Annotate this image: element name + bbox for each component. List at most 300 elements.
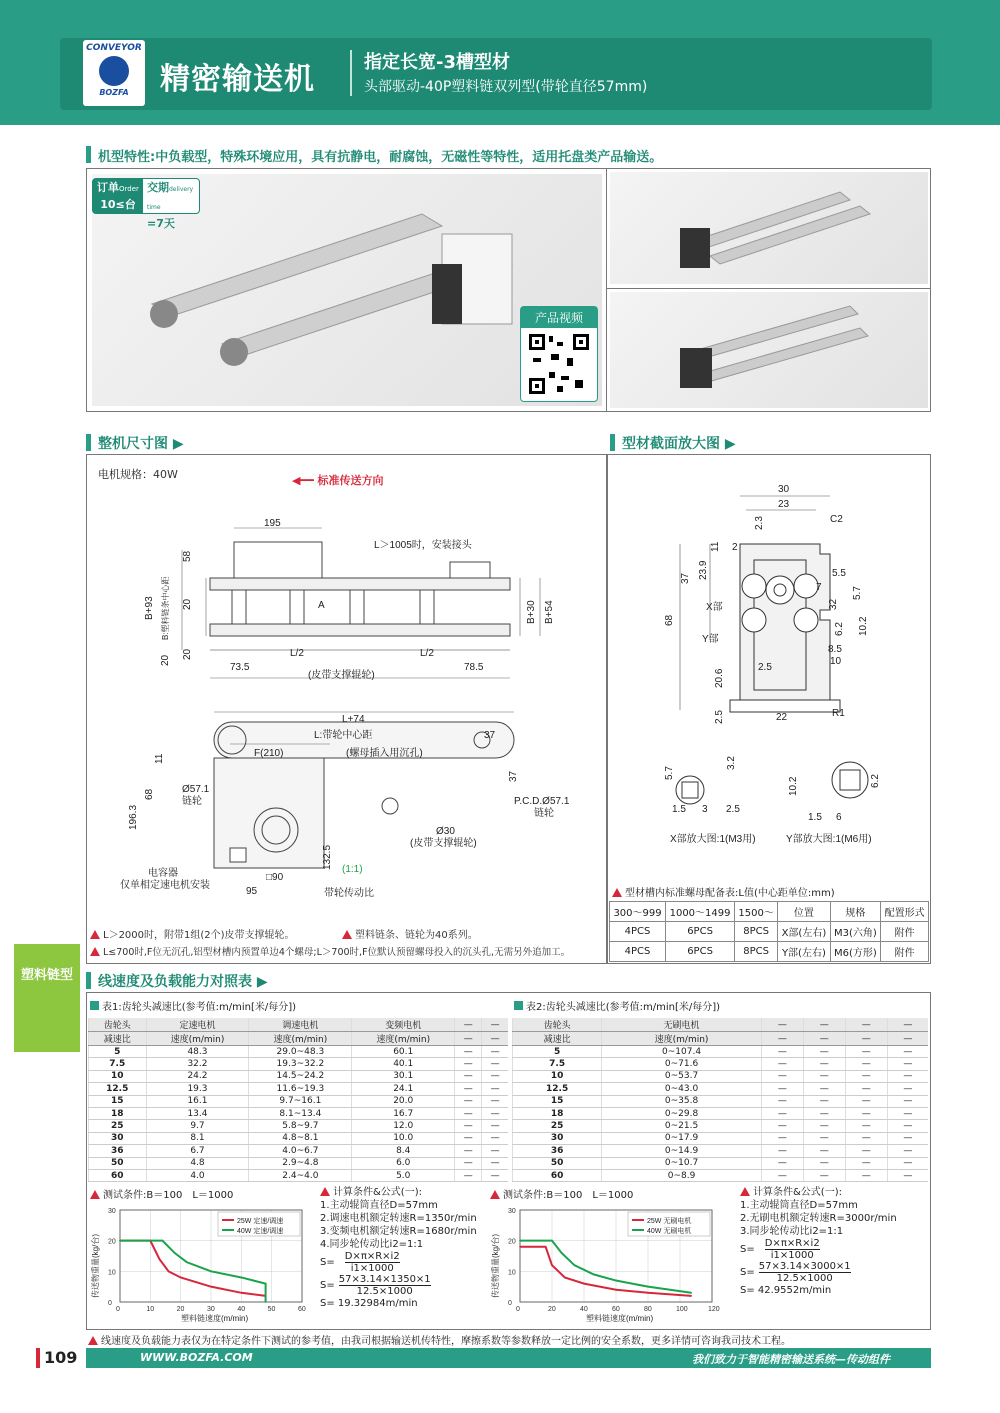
series-point xyxy=(551,1240,553,1242)
pr-c2: C2 xyxy=(830,514,843,525)
series-point xyxy=(210,1286,212,1288)
c1-calc xyxy=(320,1186,508,1310)
order-info xyxy=(93,179,143,213)
profile-title-text: 型材截面放大图 xyxy=(622,436,720,452)
table-cell: — xyxy=(845,1095,887,1107)
table-cell: 10.0 xyxy=(352,1132,455,1144)
table-cell: — xyxy=(455,1070,482,1082)
table-cell: 60 xyxy=(513,1169,602,1181)
c2-test-text: 测试条件:B＝100 L＝1000 xyxy=(503,1190,634,1201)
dim-37: 37 xyxy=(484,730,496,741)
table-cell: — xyxy=(887,1070,928,1082)
table-cell: 19.3 xyxy=(146,1083,249,1095)
y-tick-label: 0 xyxy=(508,1300,512,1307)
table-cell: — xyxy=(455,1107,482,1119)
table-cell: 30.1 xyxy=(352,1070,455,1082)
x-tick-label: 60 xyxy=(298,1306,306,1313)
formula-s: S= xyxy=(320,1280,335,1291)
pr-d7: 7 xyxy=(816,582,822,593)
warning-icon xyxy=(90,930,100,939)
table-cell: 14.5~24.2 xyxy=(249,1070,352,1082)
th: 1500～ xyxy=(735,902,778,922)
section-marker xyxy=(86,434,91,451)
y-tick-label: 10 xyxy=(508,1269,516,1277)
dim-20c: 20 xyxy=(182,648,193,660)
dim-11: 11 xyxy=(154,753,165,764)
t2-title-text: 表2:齿轮头减速比(参考值:m/min[米/每分]) xyxy=(526,1002,721,1013)
series-point xyxy=(180,1277,182,1279)
pr-d2-5b: 2.5 xyxy=(714,710,725,724)
y-axis-label: 传送物重量(kg/台) xyxy=(91,1234,100,1298)
warning-icon xyxy=(90,947,100,956)
table-cell: 18 xyxy=(89,1107,147,1119)
nut-table-title-text: 型材槽内标准螺母配备表:L值(中心距单位:mm) xyxy=(625,888,835,899)
x-tick-label: 60 xyxy=(612,1306,620,1313)
c1-calc-title: 计算条件&公式(一): xyxy=(333,1187,422,1198)
pr-x5-7: 5.7 xyxy=(664,766,675,780)
perf-footnote-text: 线速度及负载能力表仅为在特定条件下测试的参考值，由我司根据输送机传特性，摩擦系数等参数释放一定比例的安全系数，更多详情可咨询我司技术工程。 xyxy=(101,1336,791,1347)
c2-result: S= 42.9552m/min xyxy=(740,1285,832,1296)
c2-line: 2.无刷电机额定转速R=3000r/min xyxy=(740,1213,897,1224)
table-cell: — xyxy=(845,1157,887,1169)
legend-entry: 40W 无刷电机 xyxy=(647,1228,692,1235)
table-cell: — xyxy=(482,1157,508,1169)
c2-line: 1.主动辊筒直径D=57mm xyxy=(740,1200,858,1211)
dim-37b: 37 xyxy=(508,770,519,782)
formula-num: 57×3.14×3000×1 xyxy=(758,1261,851,1272)
series-point xyxy=(690,1295,692,1297)
table-cell: — xyxy=(455,1132,482,1144)
formula-den: 12.5×1000 xyxy=(356,1286,413,1297)
table-cell: — xyxy=(482,1132,508,1144)
table-cell: 2.9~4.8 xyxy=(249,1157,352,1169)
table-cell: 12.0 xyxy=(352,1120,455,1132)
series-point xyxy=(690,1292,692,1294)
table-row xyxy=(513,1095,929,1107)
table-row xyxy=(89,1046,509,1058)
pr-xpart: X部 xyxy=(706,602,723,613)
th: 300～999 xyxy=(610,902,666,922)
table-cell: 20.0 xyxy=(352,1095,455,1107)
pr-w30: 30 xyxy=(778,484,790,495)
profile-title xyxy=(622,433,736,453)
pr-x3-2: 3.2 xyxy=(726,756,737,770)
table-cell: 变频电机 xyxy=(352,1018,455,1032)
formula-frac xyxy=(345,1251,400,1274)
table-cell: — xyxy=(482,1018,508,1032)
table-cell: — xyxy=(455,1032,482,1046)
pr-d8-5: 8.5 xyxy=(828,644,842,655)
c2-formula xyxy=(740,1238,928,1261)
table-cell: — xyxy=(482,1095,508,1107)
series-point xyxy=(519,1246,521,1248)
table-row xyxy=(513,1120,929,1132)
table-cell: 8.1~13.4 xyxy=(249,1107,352,1119)
speed-table-1 xyxy=(88,1018,508,1182)
table-cell: 18 xyxy=(513,1107,602,1119)
x-tick-label: 100 xyxy=(676,1306,688,1313)
pr-x3: 3 xyxy=(702,804,708,815)
table-cell: — xyxy=(845,1120,887,1132)
dim-73-5: 73.5 xyxy=(230,662,250,673)
footer-url[interactable]: WWW.BOZFA.COM xyxy=(140,1351,253,1364)
dim-bp93: B+93 xyxy=(144,596,155,620)
x-tick-label: 120 xyxy=(708,1306,720,1313)
legend-entry: 40W 定速/调速 xyxy=(237,1228,284,1235)
table-cell: — xyxy=(887,1107,928,1119)
image-divider-h xyxy=(606,288,931,289)
table-cell: 25 xyxy=(89,1120,147,1132)
table-cell: 15 xyxy=(513,1095,602,1107)
table-cell: — xyxy=(455,1018,482,1032)
y-tick-label: 20 xyxy=(508,1238,516,1246)
formula-frac xyxy=(765,1238,820,1261)
dim-chain: 链轮 xyxy=(182,796,202,807)
series-point xyxy=(186,1261,188,1263)
table-cell: 减速比 xyxy=(89,1032,147,1046)
table-cell: 4.8 xyxy=(146,1157,249,1169)
table-cell: — xyxy=(482,1145,508,1157)
section-marker xyxy=(86,972,91,989)
pr-d6-2: 6.2 xyxy=(834,622,845,636)
table-cell: — xyxy=(761,1169,803,1181)
table-cell: 24.1 xyxy=(352,1083,455,1095)
cell: 8PCS xyxy=(735,942,778,962)
qr-panel xyxy=(520,306,598,402)
delivery-en: delivery time xyxy=(147,186,194,211)
dim-a: A xyxy=(318,600,325,611)
table-cell: 40.1 xyxy=(352,1058,455,1070)
series-point xyxy=(265,1301,267,1303)
pr-d2-3: 2.3 xyxy=(754,516,765,530)
table-cell: — xyxy=(845,1145,887,1157)
table-cell: 7.5 xyxy=(89,1058,147,1070)
table-cell: 50 xyxy=(513,1157,602,1169)
pr-d22: 22 xyxy=(776,712,788,723)
play-arrow-icon: ▶ xyxy=(172,436,184,452)
table-cell: 60 xyxy=(89,1169,147,1181)
cell: M6(方形) xyxy=(830,942,881,962)
c1-line: 4.同步轮传动比i2=1:1 xyxy=(320,1239,424,1250)
formula-num: D×π×R×i2 xyxy=(344,1251,400,1262)
table-cell: — xyxy=(455,1120,482,1132)
table-cell: — xyxy=(761,1032,803,1046)
video-label: 产品视频 xyxy=(521,307,597,328)
cell: 4PCS xyxy=(610,942,666,962)
y-tick-label: 30 xyxy=(108,1208,116,1215)
table-icon xyxy=(90,1001,99,1010)
table-row xyxy=(513,1107,929,1119)
table-cell: 12.5 xyxy=(513,1083,602,1095)
formula-num: 57×3.14×1350×1 xyxy=(338,1274,431,1285)
side-tab-text: 塑料链型 xyxy=(20,968,73,983)
dim-sq90: □90 xyxy=(266,872,284,883)
logo-mark-icon xyxy=(99,56,129,86)
brand-logo xyxy=(83,40,145,106)
table-cell: — xyxy=(482,1058,508,1070)
table-cell: 0~10.7 xyxy=(602,1157,762,1169)
table-cell: 30 xyxy=(513,1132,602,1144)
table-cell: 9.7~16.1 xyxy=(249,1095,352,1107)
pr-d5-7: 5.7 xyxy=(852,586,863,600)
category-side-tab xyxy=(14,944,80,1052)
dim-l2a: L/2 xyxy=(290,648,304,659)
cell: X部(左右) xyxy=(778,922,830,942)
table-header-row xyxy=(513,1032,929,1046)
t1-title xyxy=(90,998,296,1013)
series-point xyxy=(615,1289,617,1291)
header-divider xyxy=(350,50,352,96)
table-cell: — xyxy=(887,1058,928,1070)
perf-footnote xyxy=(88,1332,791,1347)
series-point xyxy=(241,1292,243,1294)
table-cell: — xyxy=(845,1083,887,1095)
c2-formula-2 xyxy=(740,1261,928,1284)
c1-line: 3.变频电机额定转速R=1680r/min xyxy=(320,1226,477,1237)
table-cell: — xyxy=(845,1032,887,1046)
table-cell: — xyxy=(887,1095,928,1107)
y-tick-label: 20 xyxy=(108,1238,116,1246)
table-cell: 速度(m/min) xyxy=(602,1032,762,1046)
table-cell: — xyxy=(761,1120,803,1132)
series-line-1 xyxy=(120,1241,266,1296)
c1-formula-2 xyxy=(320,1274,508,1297)
c1-test xyxy=(90,1186,233,1201)
formula-den: i1×1000 xyxy=(770,1250,814,1261)
table-cell: — xyxy=(887,1018,928,1032)
pr-d2: 2 xyxy=(732,542,738,553)
table-row xyxy=(89,1058,509,1070)
x-tick-label: 20 xyxy=(176,1306,185,1313)
pr-d37: 37 xyxy=(680,572,691,584)
table-cell: — xyxy=(761,1018,803,1032)
motor-label: 电机规格： xyxy=(98,468,153,481)
table-cell: 0~43.0 xyxy=(602,1083,762,1095)
c1-test-text: 测试条件:B＝100 L＝1000 xyxy=(103,1190,234,1201)
page-title: 精密输送机 xyxy=(160,62,315,97)
table-cell: — xyxy=(482,1169,508,1181)
series-point xyxy=(241,1277,243,1279)
table-cell: — xyxy=(887,1145,928,1157)
table-cell: 19.3~32.2 xyxy=(249,1058,352,1070)
x-tick-label: 50 xyxy=(267,1306,276,1313)
table-cell: — xyxy=(482,1046,508,1058)
table-cell: — xyxy=(803,1046,845,1058)
table-cell: — xyxy=(455,1157,482,1169)
pr-d2-5: 2.5 xyxy=(758,662,772,673)
table-row xyxy=(89,1157,509,1169)
cell: 8PCS xyxy=(735,922,778,942)
table-cell: — xyxy=(845,1058,887,1070)
table-cell: — xyxy=(887,1083,928,1095)
table-cell: 30 xyxy=(89,1132,147,1144)
table-cell: 减速比 xyxy=(513,1032,602,1046)
dim-132-5: 132.5 xyxy=(322,844,333,870)
pr-x2-5: 2.5 xyxy=(726,804,740,815)
warning-icon xyxy=(90,1190,100,1199)
table-cell: 16.1 xyxy=(146,1095,249,1107)
c2-calc xyxy=(740,1186,928,1297)
table-cell: — xyxy=(803,1083,845,1095)
dims-note-1-text: L＞2000时，附带1组(2个)皮带支撑辊轮。 xyxy=(103,930,295,941)
pr-xcap: X部放大图:1(M3用) xyxy=(670,834,756,845)
table-cell: 36 xyxy=(513,1145,602,1157)
table-cell: — xyxy=(761,1145,803,1157)
table-cell: 5 xyxy=(89,1046,147,1058)
series-point xyxy=(574,1264,576,1266)
logo-bottom-text: BOZFA xyxy=(99,88,129,97)
cell: 4PCS xyxy=(610,922,666,942)
formula-frac xyxy=(759,1261,851,1284)
formula-s: S= xyxy=(740,1244,755,1255)
table-cell: 齿轮头 xyxy=(513,1018,602,1032)
dim-196-3: 196.3 xyxy=(128,804,139,830)
table-row xyxy=(610,922,929,942)
dims-title-text: 整机尺寸图 xyxy=(98,436,168,452)
table-row xyxy=(89,1070,509,1082)
table-row xyxy=(89,1107,509,1119)
dim-l2b: L/2 xyxy=(420,648,434,659)
legend-entry: 25W 无刷电机 xyxy=(647,1218,692,1225)
delivery-info xyxy=(147,180,199,232)
table-cell: — xyxy=(845,1107,887,1119)
table-cell: 0~53.7 xyxy=(602,1070,762,1082)
pr-d32: 32 xyxy=(828,598,839,610)
series-point xyxy=(119,1240,121,1242)
dim-58: 58 xyxy=(182,550,193,562)
table-cell: 调速电机 xyxy=(249,1018,352,1032)
pr-d10: 10 xyxy=(830,656,842,667)
pr-ycap: Y部放大图:1(M6用) xyxy=(786,834,872,845)
table-row xyxy=(513,1058,929,1070)
table-cell: 15 xyxy=(89,1095,147,1107)
warning-icon xyxy=(740,1187,750,1196)
cell: 附件 xyxy=(881,942,929,962)
order-badge xyxy=(92,178,200,230)
table-cell: 60.1 xyxy=(352,1046,455,1058)
table-cell: 定速电机 xyxy=(146,1018,249,1032)
cell: 6PCS xyxy=(666,942,735,962)
x-tick-label: 80 xyxy=(644,1306,652,1313)
series-point xyxy=(159,1258,161,1260)
pr-d11: 11 xyxy=(710,541,721,552)
x-tick-label: 40 xyxy=(580,1306,588,1313)
table-cell: 48.3 xyxy=(146,1046,249,1058)
warning-icon xyxy=(342,930,352,939)
pr-y6-2: 6.2 xyxy=(870,774,881,788)
table-header-row xyxy=(513,1018,929,1032)
series-point xyxy=(174,1252,176,1254)
page-subtitle-2: 头部驱动-40P塑料链双列型(带轮直径57mm) xyxy=(364,79,648,95)
qr-code-icon[interactable] xyxy=(527,332,591,396)
table-cell: 齿轮头 xyxy=(89,1018,147,1032)
dims-note-2 xyxy=(342,926,478,941)
table-cell: 5 xyxy=(513,1046,602,1058)
table-row xyxy=(89,1120,509,1132)
load-chart-1 xyxy=(86,1200,316,1324)
table-header-row xyxy=(89,1032,509,1046)
nut-table xyxy=(609,901,929,962)
table-cell: — xyxy=(761,1107,803,1119)
series-point xyxy=(519,1240,521,1242)
table-cell: — xyxy=(482,1083,508,1095)
table-cell: 5.8~9.7 xyxy=(249,1120,352,1132)
table-cell: — xyxy=(455,1145,482,1157)
series-point xyxy=(551,1264,553,1266)
table-cell: — xyxy=(887,1157,928,1169)
cell: Y部(左右) xyxy=(778,942,830,962)
table-cell: — xyxy=(455,1083,482,1095)
table-cell: — xyxy=(761,1132,803,1144)
page-subtitle: 指定长宽-3槽型材 xyxy=(364,52,510,73)
pr-y6: 6 xyxy=(836,812,842,823)
formula-den: i1×1000 xyxy=(350,1263,394,1274)
dims-note-1 xyxy=(90,926,295,941)
table-cell: 8.4 xyxy=(352,1145,455,1157)
table-cell: 50 xyxy=(89,1157,147,1169)
dims-title xyxy=(98,433,184,453)
th: 规格 xyxy=(830,902,881,922)
order-en: Order xyxy=(119,185,139,193)
th: 1000～1499 xyxy=(666,902,735,922)
table-cell: 6.0 xyxy=(352,1157,455,1169)
dim-nut: (螺母插入用沉孔) xyxy=(346,748,423,759)
formula-num: D×π×R×i2 xyxy=(764,1238,820,1249)
table-cell: 13.4 xyxy=(146,1107,249,1119)
table-row xyxy=(513,1169,929,1181)
pr-ypart: Y部 xyxy=(702,634,719,645)
x-tick-label: 10 xyxy=(146,1306,155,1313)
table-cell: 速度(m/min) xyxy=(146,1032,249,1046)
y-axis-label: 传送物重量(kg/台) xyxy=(491,1234,500,1298)
section-marker xyxy=(86,146,91,163)
dim-20b: 20 xyxy=(160,654,171,666)
table-row xyxy=(89,1145,509,1157)
footer-slogan: 我们致力于智能精密输送系统—传动组件 xyxy=(692,1353,890,1366)
x-tick-label: 0 xyxy=(516,1306,520,1313)
series-point xyxy=(265,1283,267,1285)
table-cell: — xyxy=(803,1032,845,1046)
series-point xyxy=(647,1286,649,1288)
series-point xyxy=(583,1283,585,1285)
table-cell: 12.5 xyxy=(89,1083,147,1095)
c1-formula xyxy=(320,1251,508,1274)
table-cell: — xyxy=(803,1058,845,1070)
section-marker xyxy=(610,434,615,451)
table-icon xyxy=(514,1001,523,1010)
table-cell: 0~14.9 xyxy=(602,1145,762,1157)
product-image-top xyxy=(610,172,928,284)
x-tick-label: 20 xyxy=(548,1306,556,1313)
dim-joint: L＞1005时，安装接头 xyxy=(374,540,472,551)
table-cell: 11.6~19.3 xyxy=(249,1083,352,1095)
motor-value: 40W xyxy=(153,468,178,481)
table-cell: 0~107.4 xyxy=(602,1046,762,1058)
table-cell: 2.4~4.0 xyxy=(249,1169,352,1181)
dim-20a: 20 xyxy=(182,598,193,610)
table-cell: — xyxy=(887,1046,928,1058)
table-cell: — xyxy=(761,1058,803,1070)
cell: 6PCS xyxy=(666,922,735,942)
table-cell: 4.8~8.1 xyxy=(249,1132,352,1144)
table-cell: — xyxy=(455,1169,482,1181)
y-tick-label: 30 xyxy=(508,1208,516,1215)
nut-table-title xyxy=(612,884,835,899)
table-cell: 0~35.8 xyxy=(602,1095,762,1107)
c1-line: 2.调速电机额定转速R=1350r/min xyxy=(320,1213,477,1224)
table-cell: — xyxy=(803,1145,845,1157)
table-cell: 10 xyxy=(89,1070,147,1082)
